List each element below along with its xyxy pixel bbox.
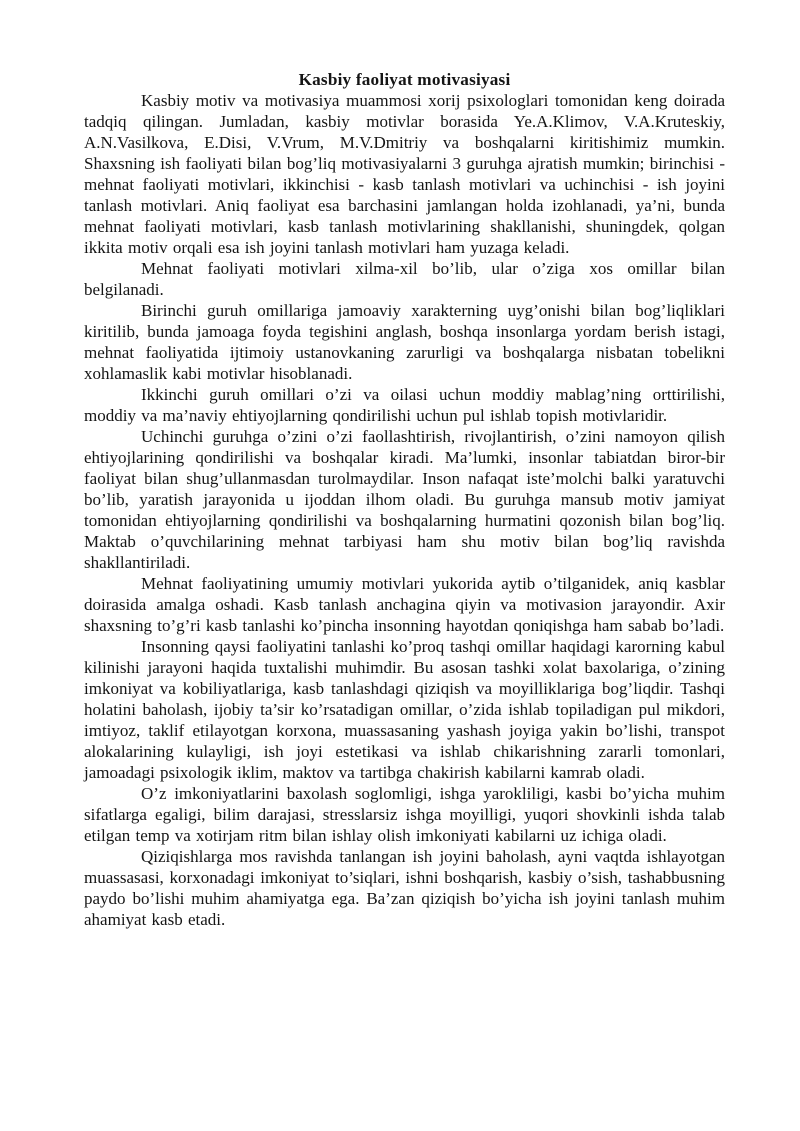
paragraph-tashqi-omillar: Insonning qaysi faoliyatini tanlashi ko’proq tashqi omillar haqidagi karorning kabul kilinishi jarayoni haqida tuxtalishi muhimdir. Bu asosan tashki xolat baxolariga, o’zining imkoniyat va kobiliyatlariga, kasb tanlashdagi qiziqish va moyilliklariga bog’liqdir. Tashqi holatini baholash, ijobiy ta’sir ko’rsatadigan omillar, o’zida ishlab topiladigan pul mikdori, imtiyoz, taklif etilayotgan korxona, muassasaning yashash joyiga yakin bo’lishi, transpot alokalarining kulayligi, ish joyi estetikasi va ishlab chikarishning zararli tomonlari, jamoadagi psixologik iklim, maktov va tartibga chakirish kabilarni kamrab oladi.	[84, 637, 725, 782]
paragraph-oz-imkoniyatlar: O’z imkoniyatlarini baxolash soglomligi, ishga yarokliligi, kasbi bo’yicha muhim sifatlarga egaligi, bilim darajasi, stresslarsiz ishga moyilligi, yuqori shovkinli ishda talab etilgan temp va xotirjam ritm bilan ishlay olish imkoniyati kabilarni uz ichiga oladi.	[84, 784, 725, 845]
paragraph-birinchi-guruh: Birinchi guruh omillariga jamoaviy xarakterning uyg’onishi bilan bog’liqliklari kiritilib, bunda jamoaga foyda tegishini anglash, boshqa insonlarga yordam berish istagi, mehnat faoliyatida ijtimoiy ustanovkaning zarurligi va boshqalarga nisbatan tobelikni xohlamaslik kabi motivlar hisoblanadi.	[84, 301, 725, 383]
paragraph-ikkinchi-guruh: Ikkinchi guruh omillari o’zi va oilasi uchun moddiy mablag’ning orttirilishi, moddiy va ma’naviy ehtiyojlarning qondirilishi uchun pul ishlab topish motivlaridir.	[84, 385, 725, 425]
document-body	[84, 90, 725, 930]
paragraph-qiziqishlar: Qiziqishlarga mos ravishda tanlangan ish joyini baholash, ayni vaqtda ishlayotgan muassasasi, korxonadagi imkoniyat to’siqlari, ishni boshqarish, kasbiy o’sish, tashabbusning paydo bo’lishi muhim ahamiyatga ega. Ba’zan qiziqish bo’yicha ish joyini tanlash muhim ahamiyat kasb etadi.	[84, 847, 725, 929]
paragraph-uchinchi-guruh: Uchinchi guruhga o’zini o’zi faollashtirish, rivojlantirish, o’zini namoyon qilish ehtiyojlarining qondirilishi va boshqalar kiradi. Ma’lumki, insonlar tabiatdan biror-bir faoliyat bilan shug’ullanmasdan turolmaydilar. Inson nafaqat iste’molchi balki yaratuvchi bo’lib, yaratish jarayonida u ijoddan ilhom oladi. Bu guruhga mansub motiv jamiyat tomonidan ehtiyojlarning qondirilishi va boshqalarning hurmatini qozonish bilan bog’liq. Maktab o’quvchilarining mehnat tarbiyasi ham shu motiv bilan bog’liq ravishda shakllantiriladi.	[84, 427, 725, 572]
document-title: Kasbiy faoliyat motivasiyasi	[298, 70, 511, 89]
paragraph-umumiy-motivlar: Mehnat faoliyatining umumiy motivlari yukorida aytib o’tilganidek, aniq kasblar doirasida amalga oshadi. Kasb tanlash anchagina qiyin va motivasion jarayondir. Axir shaxsning to’g’ri kasb tanlashi ko’pincha insonning hayotdan qoniqishga ham sabab bo’ladi.	[84, 574, 725, 635]
paragraph-intro: Kasbiy motiv va motivasiya muammosi xorij psixologlari tomonidan keng doirada tadqiq qilingan. Jumladan, kasbiy motivlar borasida Ye.A.Klimov, V.A.Kruteskiy, A.N.Vasilkova, E.Disi, V.Vrum, M.V.Dmitriy va boshqalarni kiritishimiz mumkin. Shaxsning ish faoliyati bilan bog’liq motivasiyalarni 3 guruhga ajratish mumkin; birinchisi - mehnat faoliyati motivlari, ikkinchisi - kasb tanlash motivlari va uchinchisi - ish joyini tanlash motivlari. Aniq faoliyat esa barchasini jamlangan holda izohlanadi, ya’ni, bunda mehnat faoliyati motivlari, kasb tanlash motivlarining shakllanishi, shuningdek, qolgan ikkita motiv orqali esa ish joyini tanlash motivlari ham yuzaga keladi.	[84, 91, 725, 257]
paragraph-mehnat-motivlari: Mehnat faoliyati motivlari xilma-xil bo’lib, ular o’ziga xos omillar bilan belgilanadi.	[84, 259, 725, 299]
